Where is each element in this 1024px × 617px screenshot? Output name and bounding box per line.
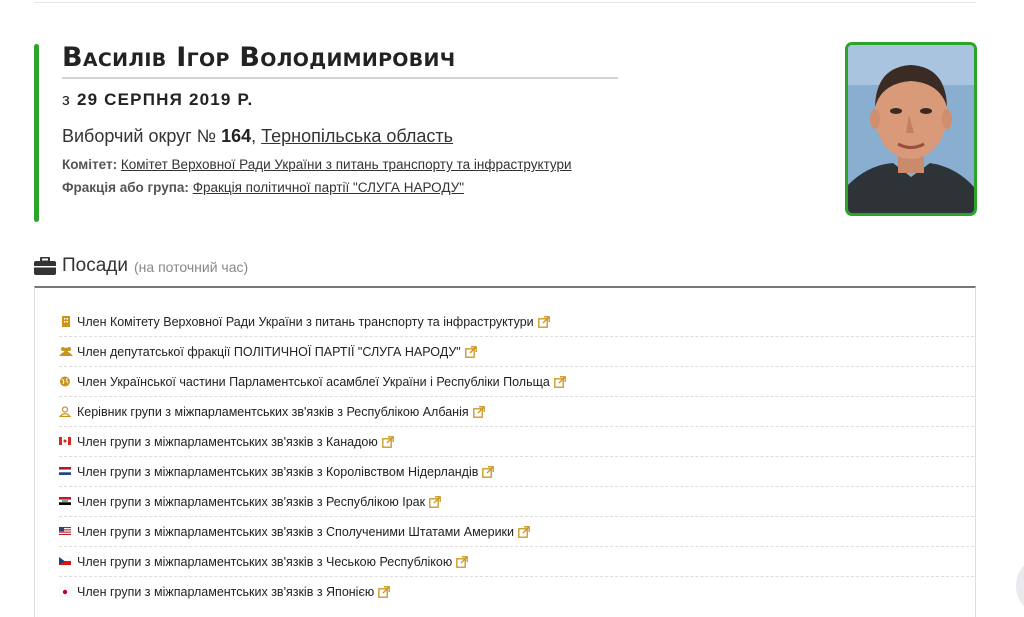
briefcase-icon [34,257,56,275]
group-icon [59,346,73,357]
position-label: Член Української частини Парламентської асамблеї України і Республіки Польща [77,374,550,389]
positions-title: Посади [62,255,128,276]
faction-label: Фракція або група: [62,180,189,195]
list-item[interactable] [59,517,974,547]
positions-subtitle: (на поточний час) [134,259,249,275]
status-bar [34,44,39,222]
list-item[interactable] [59,367,974,397]
name-divider [62,77,618,79]
committee-line [62,157,572,172]
position-label: Керівник групи з міжпарламентських зв'язків з Республікою Албанія [77,404,469,419]
since-date: 29 СЕРПНЯ 2019 Р. [76,90,254,109]
list-item[interactable] [59,547,974,577]
since-prefix: з [62,90,71,109]
external-link-icon[interactable] [482,466,494,478]
position-label: Член групи з міжпарламентських зв'язків з Канадою [77,434,378,449]
flag-canada-icon [59,436,73,447]
district-label: Виборчий округ № [62,126,217,146]
globe-icon [59,376,73,387]
top-divider [34,2,976,3]
position-label: Член депутатської фракції ПОЛІТИЧНОЇ ПАРТІЇ "СЛУГА НАРОДУ" [77,344,461,359]
flag-czech-icon [59,556,73,567]
external-link-icon[interactable] [456,556,468,568]
faction-link[interactable]: Фракція політичної партії "СЛУГА НАРОДУ" [192,180,465,195]
faction-line [62,180,464,195]
user-icon [59,406,73,417]
list-item[interactable] [59,487,974,517]
position-label: Член групи з міжпарламентських зв'язків з Японією [77,585,375,599]
list-item[interactable] [59,307,974,337]
external-link-icon[interactable] [429,496,441,508]
position-label: Член групи з міжпарламентських зв'язків з Чеською Республікою [77,554,453,569]
floating-action-button[interactable] [1016,556,1024,616]
deputy-photo [845,42,977,216]
list-item[interactable] [59,427,974,457]
position-label: Член групи з міжпарламентських зв'язків з Республікою Ірак [77,494,426,509]
committee-link[interactable]: Комітет Верховної Ради України з питань транспорту та інфраструктури [120,157,572,172]
flag-japan-icon [59,587,73,598]
external-link-icon[interactable] [554,376,566,388]
electoral-district [62,126,453,147]
external-link-icon[interactable] [473,406,485,418]
position-label: Член Комітету Верховної Ради України з питань транспорту та інфраструктури [77,314,534,329]
region-link[interactable]: Тернопільська область [261,126,454,146]
deputy-profile [34,42,976,220]
mandate-since [62,90,253,110]
district-number: 164 [221,126,252,146]
list-item[interactable] [59,337,974,367]
external-link-icon[interactable] [382,436,394,448]
list-item[interactable] [59,397,974,427]
flag-netherlands-icon [59,466,73,477]
external-link-icon[interactable] [538,316,550,328]
external-link-icon[interactable] [378,586,390,598]
external-link-icon[interactable] [465,346,477,358]
external-link-icon[interactable] [518,526,530,538]
flag-usa-icon [59,526,73,537]
positions-list [34,286,976,617]
portrait-image [848,45,974,213]
committee-label: Комітет: [62,157,118,172]
deputy-name: Василів Ігор Володимирович [62,42,456,73]
district-separator: , [251,126,257,146]
list-item[interactable] [59,577,974,607]
list-item[interactable] [59,457,974,487]
flag-iraq-icon [59,496,73,507]
position-label: Член групи з міжпарламентських зв'язків з Королівством Нідерландів [77,464,479,479]
position-label: Член групи з міжпарламентських зв'язків з Сполученими Штатами Америки [77,524,515,539]
building-icon [59,316,73,327]
positions-header [34,255,248,277]
